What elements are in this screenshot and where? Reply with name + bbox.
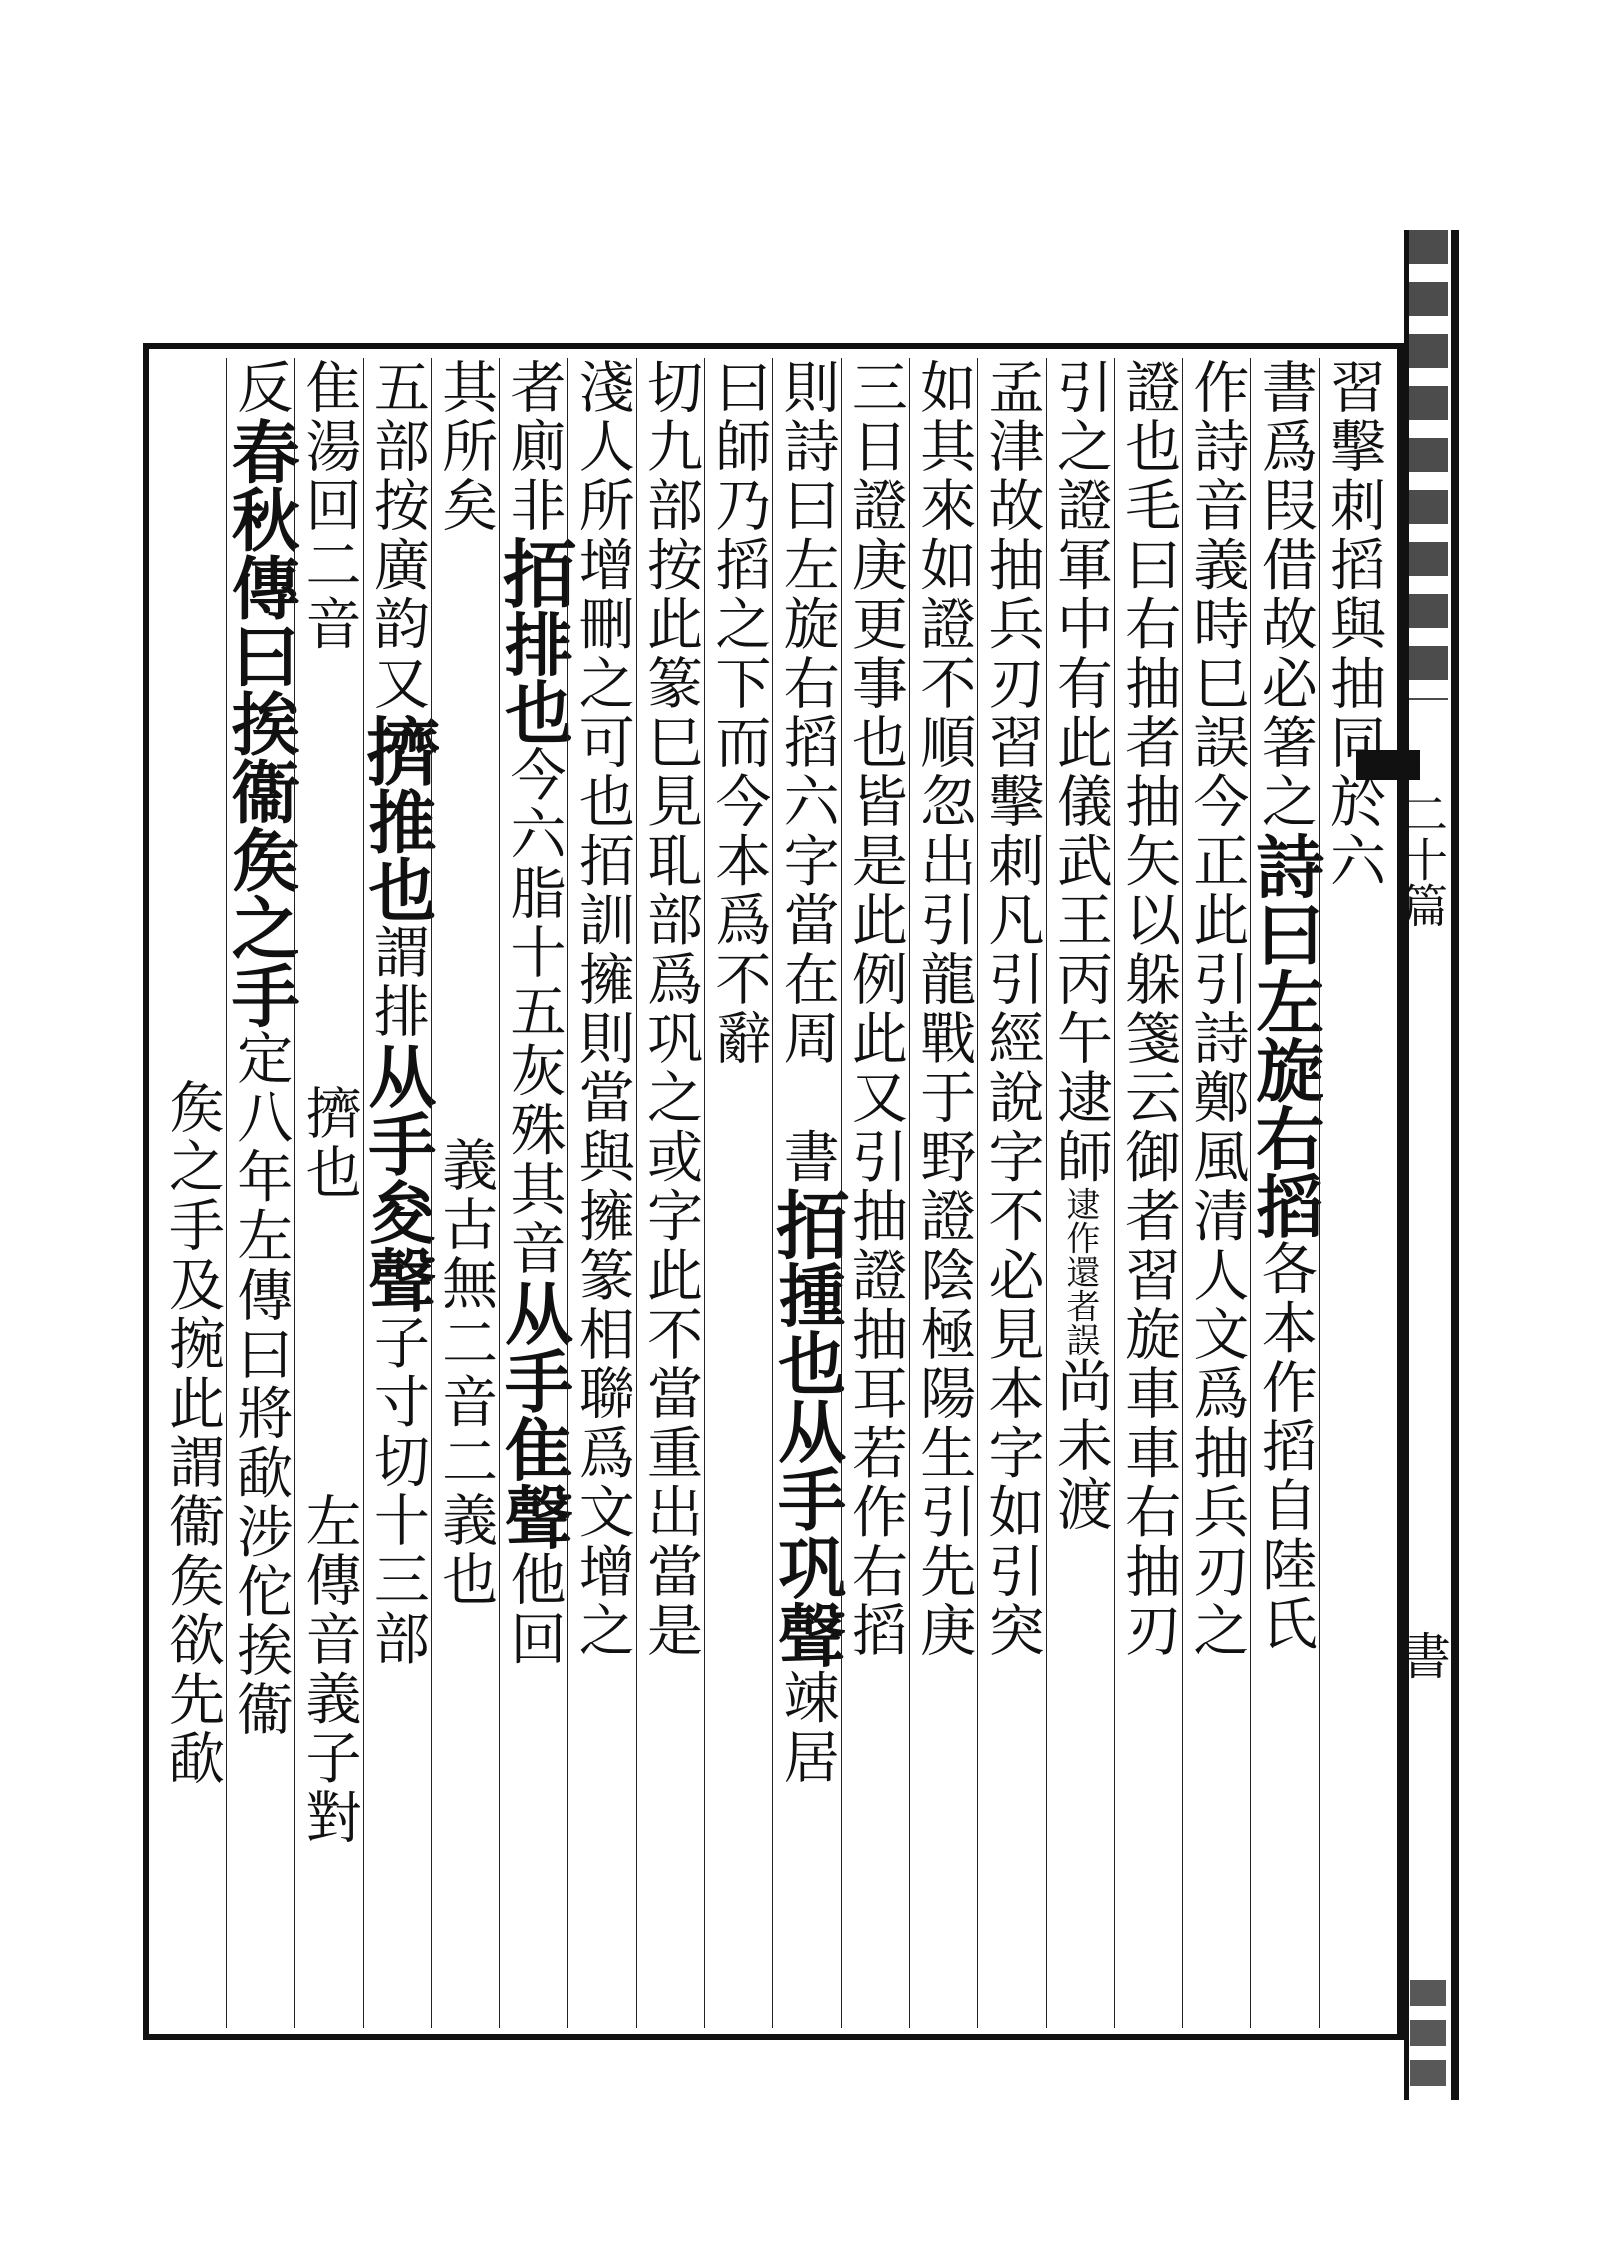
headword-text-2: 从手隹聲 bbox=[493, 1278, 574, 1551]
fold-book-label: 書 bbox=[1393, 1630, 1451, 1680]
text-column-2 bbox=[1244, 358, 1325, 2028]
column-text: 五部按廣韵又 bbox=[364, 358, 430, 714]
text-column-6 bbox=[977, 358, 1045, 2028]
column-text: 孟津故抽兵刃習擊刺凡引經說字不必見本字如引突 bbox=[979, 358, 1045, 1661]
headword-text: 揰也从手巩聲 bbox=[766, 1260, 847, 1669]
annotation-text: 各本作搯自陸氏 bbox=[1252, 1239, 1318, 1655]
column-text: 者廁非 bbox=[501, 358, 567, 536]
fold-damage-marks-bottom bbox=[1410, 1980, 1446, 2090]
text-column-13 bbox=[490, 358, 577, 2028]
seal-character: 擠 bbox=[353, 713, 440, 788]
column-text: 淺人所增刪之可也𢫦訓擁則當與擁篆相聯爲文增之 bbox=[569, 358, 635, 1661]
text-column-12 bbox=[567, 358, 635, 2028]
small-note: 逮作還者誤 bbox=[1059, 1186, 1100, 1357]
headword-text-2: 从手夋聲 bbox=[356, 1041, 437, 1314]
column-text: 隹湯回二音 bbox=[296, 358, 362, 654]
annotation-text: 義古無二音二義也 bbox=[433, 1135, 499, 1610]
column-text: 引之證軍中有此儀武王丙午逮師 bbox=[1047, 358, 1113, 1187]
annotation-text: 矦之手及捥此謂衞矦欲先歃 bbox=[159, 1078, 225, 1789]
annotation-text: 擠也 bbox=[296, 1084, 362, 1203]
annotation-text: 定八年左傳曰將歃涉佗挨衞 bbox=[228, 1029, 294, 1740]
column-text: 切九部按此篆巳見耴部爲巩之或字此不當重出當是 bbox=[638, 358, 704, 1661]
headword-text: 推也 bbox=[356, 787, 437, 924]
fold-damage-marks-top bbox=[1408, 230, 1448, 700]
text-column-11 bbox=[636, 358, 704, 2028]
annotation-text-tail: 子寸切十三部 bbox=[364, 1313, 430, 1669]
annotation-text: 今六脂十五灰殊其音 bbox=[501, 745, 567, 1279]
fold-chapter-label: 二十篇 bbox=[1395, 790, 1449, 928]
seal-character: 𢫦 bbox=[763, 1186, 850, 1261]
text-column-14 bbox=[431, 358, 499, 2028]
column-text-tail: 尚未渡 bbox=[1047, 1356, 1113, 1535]
column-text: 則詩曰左旋右搯六字當在周 書 bbox=[774, 358, 840, 1187]
headword-text: 排也 bbox=[493, 609, 574, 746]
text-column-15 bbox=[353, 358, 440, 2028]
text-column-10 bbox=[704, 358, 772, 2028]
column-text: 習擊刺搯與抽同於六 bbox=[1321, 358, 1386, 891]
annotation-text: 謂排 bbox=[364, 923, 430, 1042]
text-column-17 bbox=[220, 358, 301, 2028]
seal-character: 𢫦 bbox=[490, 535, 577, 610]
column-text: 曰師乃搯之下而今本爲不辭 bbox=[706, 358, 772, 1069]
column-text: 證也毛曰右抽者抽矢以躲箋云御者習旋車車右抽刃 bbox=[1116, 358, 1182, 1661]
text-column-1 bbox=[1319, 358, 1387, 2028]
text-column-8 bbox=[841, 358, 909, 2028]
text-column-7 bbox=[909, 358, 977, 2028]
annotation-text-tail: 他回 bbox=[501, 1550, 567, 1669]
text-column-9 bbox=[763, 358, 850, 2028]
column-text: 反 bbox=[228, 358, 294, 418]
column-text: 書爲叚借故必箸之 bbox=[1252, 358, 1318, 832]
column-text: 其所矣 bbox=[433, 358, 499, 536]
center-fold-strip bbox=[1393, 230, 1468, 2100]
column-text: 三日證庚更事也皆是此例此又引抽證抽耳若作右搯 bbox=[842, 358, 908, 1661]
column-text: 作詩音義時巳誤今正此引詩鄭風清人文爲抽兵刃之 bbox=[1184, 358, 1250, 1661]
text-columns bbox=[157, 358, 1387, 2028]
headword-text: 春秋傳曰挨衞矦之手 bbox=[220, 417, 301, 1030]
annotation-text: 竦居 bbox=[774, 1668, 840, 1788]
text-column-5 bbox=[1046, 358, 1114, 2028]
text-column-16 bbox=[294, 358, 362, 2028]
fold-rule-right bbox=[1451, 230, 1459, 2100]
column-text: 如其來如證不順忽出引龍戰于野證陰極陽生引先庚 bbox=[911, 358, 977, 1661]
text-column-3 bbox=[1182, 358, 1250, 2028]
text-column-18 bbox=[158, 358, 226, 2028]
text-column-4 bbox=[1114, 358, 1182, 2028]
headword-text: 詩曰左旋右搯 bbox=[1244, 831, 1325, 1240]
annotation-text-tail: 左傳音義子對 bbox=[296, 1492, 362, 1848]
